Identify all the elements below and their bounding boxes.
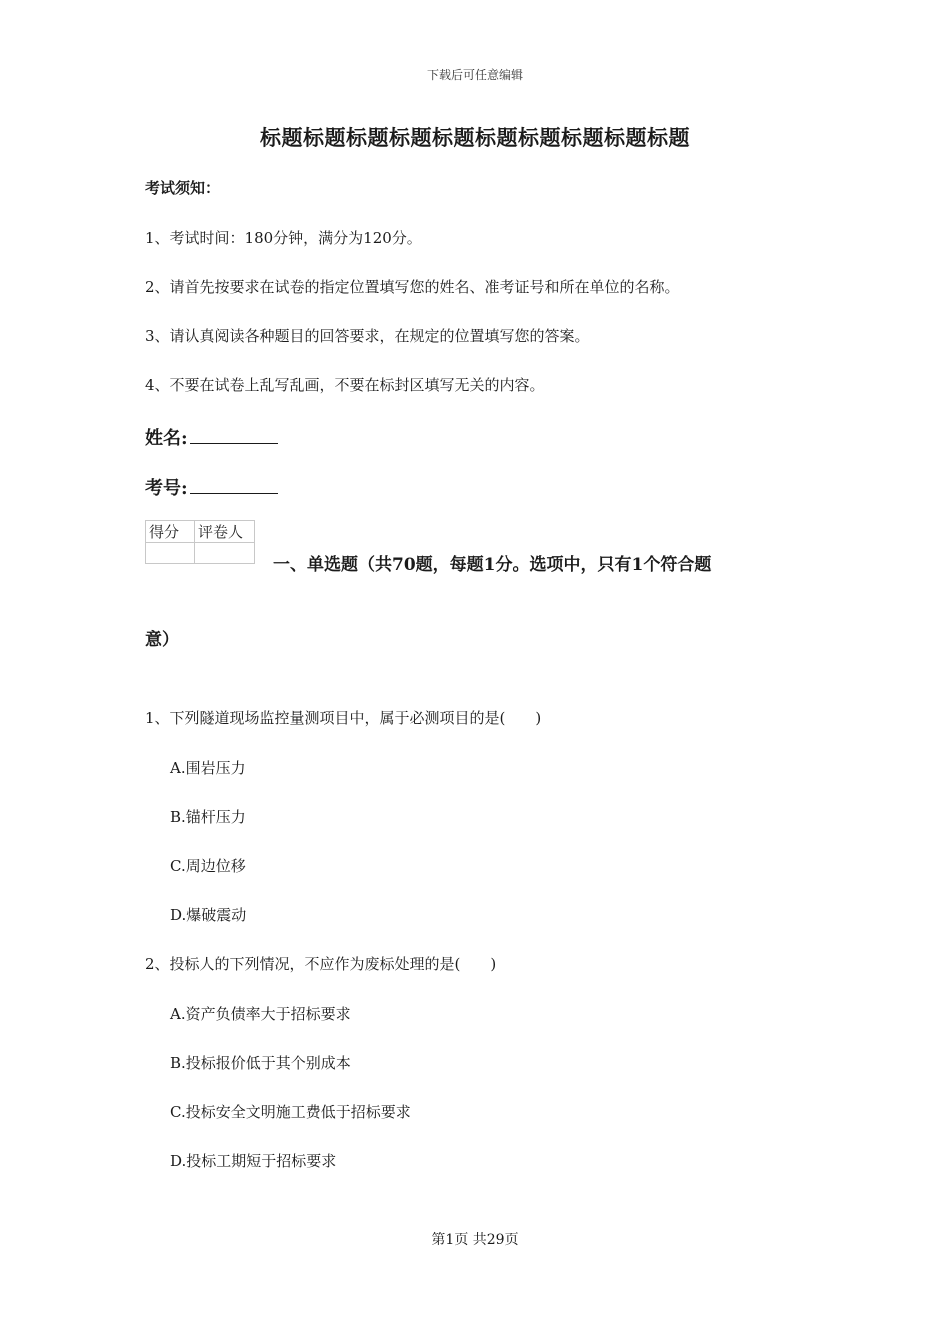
grader-header: 评卷人: [195, 521, 255, 543]
document-title: 标题标题标题标题标题标题标题标题标题标题: [260, 125, 690, 150]
exam-id-field: [145, 474, 278, 500]
name-field: [145, 424, 278, 450]
section-title-continuation: 意）: [145, 630, 179, 650]
exam-id-label: 考号:: [145, 478, 188, 499]
question-option: D.投标工期短于招标要求: [170, 1152, 337, 1170]
score-cell: [146, 543, 195, 564]
question-option: A.资产负债率大于招标要求: [170, 1005, 351, 1023]
score-table: [145, 520, 255, 564]
question-option: B.投标报价低于其个别成本: [170, 1054, 351, 1072]
exam-id-blank-line[interactable]: [190, 477, 278, 494]
section-title: 一、单选题（共70题，每题1分。选项中，只有1个符合题: [273, 555, 712, 575]
question-stem: 1、下列隧道现场监控量测项目中，属于必测项目的是( ): [145, 709, 542, 727]
score-header: 得分: [146, 521, 195, 543]
name-blank-line[interactable]: [190, 427, 278, 444]
name-label: 姓名:: [145, 428, 188, 449]
question-option: D.爆破震动: [170, 906, 247, 924]
question-stem: 2、投标人的下列情况，不应作为废标处理的是( ): [145, 955, 497, 973]
question-option: B.锚杆压力: [170, 808, 246, 826]
question-option: C.投标安全文明施工费低于招标要求: [170, 1103, 411, 1121]
question-option: C.周边位移: [170, 857, 246, 875]
page-number-footer: 第1页 共29页: [431, 1232, 519, 1248]
notice-item: 1、考试时间：180分钟，满分为120分。: [145, 229, 422, 247]
notice-item: 2、请首先按要求在试卷的指定位置填写您的姓名、准考证号和所在单位的名称。: [145, 278, 680, 296]
page-header-note: 下载后可任意编辑: [426, 68, 523, 82]
notice-item: 4、不要在试卷上乱写乱画，不要在标封区填写无关的内容。: [145, 376, 545, 394]
grader-cell: [195, 543, 255, 564]
notice-heading: 考试须知：: [145, 179, 221, 197]
notice-item: 3、请认真阅读各种题目的回答要求，在规定的位置填写您的答案。: [145, 327, 590, 345]
question-option: A.围岩压力: [170, 759, 246, 777]
